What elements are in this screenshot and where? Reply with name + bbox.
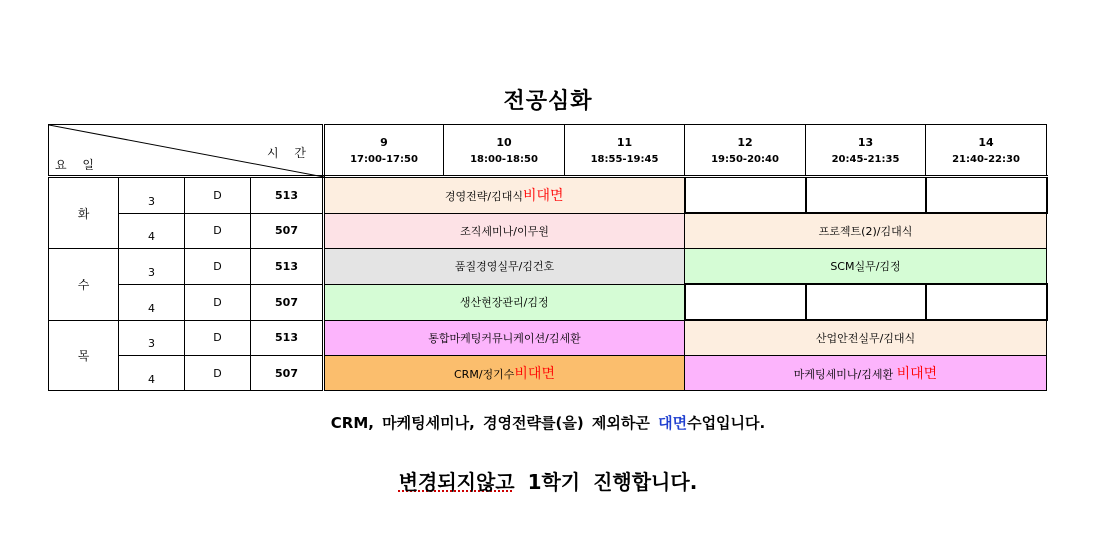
page-title: 전공심화 <box>503 89 593 114</box>
table-row <box>49 320 1047 356</box>
course-cell: 통합마케팅커뮤니케이션/김세환 <box>324 320 685 356</box>
slot-number: 9 <box>380 135 388 149</box>
notice-text: CRM, 마케팅세미나, 경영전략를(을) 제외하곤 <box>330 414 659 432</box>
schedule-table <box>48 124 1048 391</box>
empty-cell <box>926 177 1047 214</box>
period-value: 3 <box>148 337 155 351</box>
slot-header-11 <box>565 125 685 177</box>
empty-cell <box>806 284 926 320</box>
day-axis-label: 요 일 <box>55 158 100 172</box>
notice-text: 1학기 진행합니다. <box>514 470 698 494</box>
slot-header-9 <box>324 125 444 177</box>
period-cell <box>119 177 185 214</box>
day-cell-tue: 화 <box>49 177 119 249</box>
class-cell: D <box>185 320 251 356</box>
course-name: CRM/정기수 <box>454 368 515 381</box>
room-cell: 507 <box>251 356 324 391</box>
period-cell <box>119 213 185 249</box>
empty-cell <box>685 177 806 214</box>
course-cell: 산업안전실무/김대식 <box>685 320 1047 356</box>
slot-time: 21:40-22:30 <box>952 153 1020 165</box>
room-cell: 513 <box>251 177 324 214</box>
slot-time: 19:50-20:40 <box>711 153 779 165</box>
table-row <box>49 249 1047 285</box>
period-cell <box>119 356 185 391</box>
notice-line-2 <box>0 466 1096 495</box>
slot-number: 11 <box>616 135 633 149</box>
period-cell <box>119 320 185 356</box>
day-cell-thu: 목 <box>49 320 119 391</box>
course-cell: 품질경영실무/김건호 <box>324 249 685 285</box>
course-name: 경영전략/김대식 <box>444 190 523 204</box>
slot-time: 20:45-21:35 <box>831 153 900 165</box>
period-value: 3 <box>148 194 155 208</box>
slot-time: 17:00-17:50 <box>350 153 418 165</box>
empty-cell <box>806 177 926 214</box>
class-cell: D <box>185 177 251 214</box>
table-row <box>49 356 1047 391</box>
header-row <box>49 125 1047 177</box>
period-value: 4 <box>148 230 155 244</box>
online-badge: 비대면 <box>896 366 938 382</box>
slot-header-10 <box>444 125 565 177</box>
table-row <box>49 213 1047 249</box>
slot-number: 10 <box>496 135 512 149</box>
course-cell: 생산현장관리/김정 <box>324 284 685 320</box>
slot-number: 13 <box>857 135 874 149</box>
slot-header-14 <box>926 125 1047 177</box>
period-value: 3 <box>148 265 155 279</box>
room-cell: 513 <box>251 320 324 356</box>
empty-cell <box>926 284 1047 320</box>
empty-cell <box>685 284 806 320</box>
slot-time: 18:00-18:50 <box>470 153 538 165</box>
period-cell <box>119 249 185 285</box>
class-cell: D <box>185 356 251 391</box>
class-cell: D <box>185 249 251 285</box>
room-cell: 513 <box>251 249 324 285</box>
day-cell-wed: 수 <box>49 249 119 321</box>
notice-highlight: 대면 <box>658 414 688 432</box>
online-badge: 비대면 <box>523 188 564 205</box>
notice-line-1 <box>0 412 1096 433</box>
period-value: 4 <box>148 301 155 315</box>
period-value: 4 <box>148 372 155 386</box>
table-row <box>49 284 1047 320</box>
course-cell: 조직세미나/이무원 <box>324 213 685 249</box>
period-cell <box>119 284 185 320</box>
course-cell <box>324 356 685 391</box>
slot-time: 18:55-19:45 <box>590 153 659 165</box>
table-row <box>49 177 1047 214</box>
slot-header-12 <box>685 125 806 177</box>
course-cell <box>685 356 1047 391</box>
time-axis-label: 시 간 <box>267 146 312 160</box>
online-badge: 비대면 <box>514 366 555 382</box>
slot-number: 14 <box>978 135 994 149</box>
class-cell: D <box>185 213 251 249</box>
notice-text: 수업입니다. <box>687 414 766 432</box>
course-name: 마케팅세미나/김세환 <box>793 368 894 381</box>
corner-cell <box>49 125 324 177</box>
course-cell <box>324 177 685 214</box>
room-cell: 507 <box>251 284 324 320</box>
class-cell: D <box>185 284 251 320</box>
course-cell: 프로젝트(2)/김대식 <box>685 213 1047 249</box>
course-cell: SCM실무/김정 <box>685 249 1047 285</box>
notice-text: 변경되지않고 <box>398 470 515 494</box>
room-cell: 507 <box>251 213 324 249</box>
slot-number: 12 <box>737 135 753 149</box>
slot-header-13 <box>806 125 926 177</box>
